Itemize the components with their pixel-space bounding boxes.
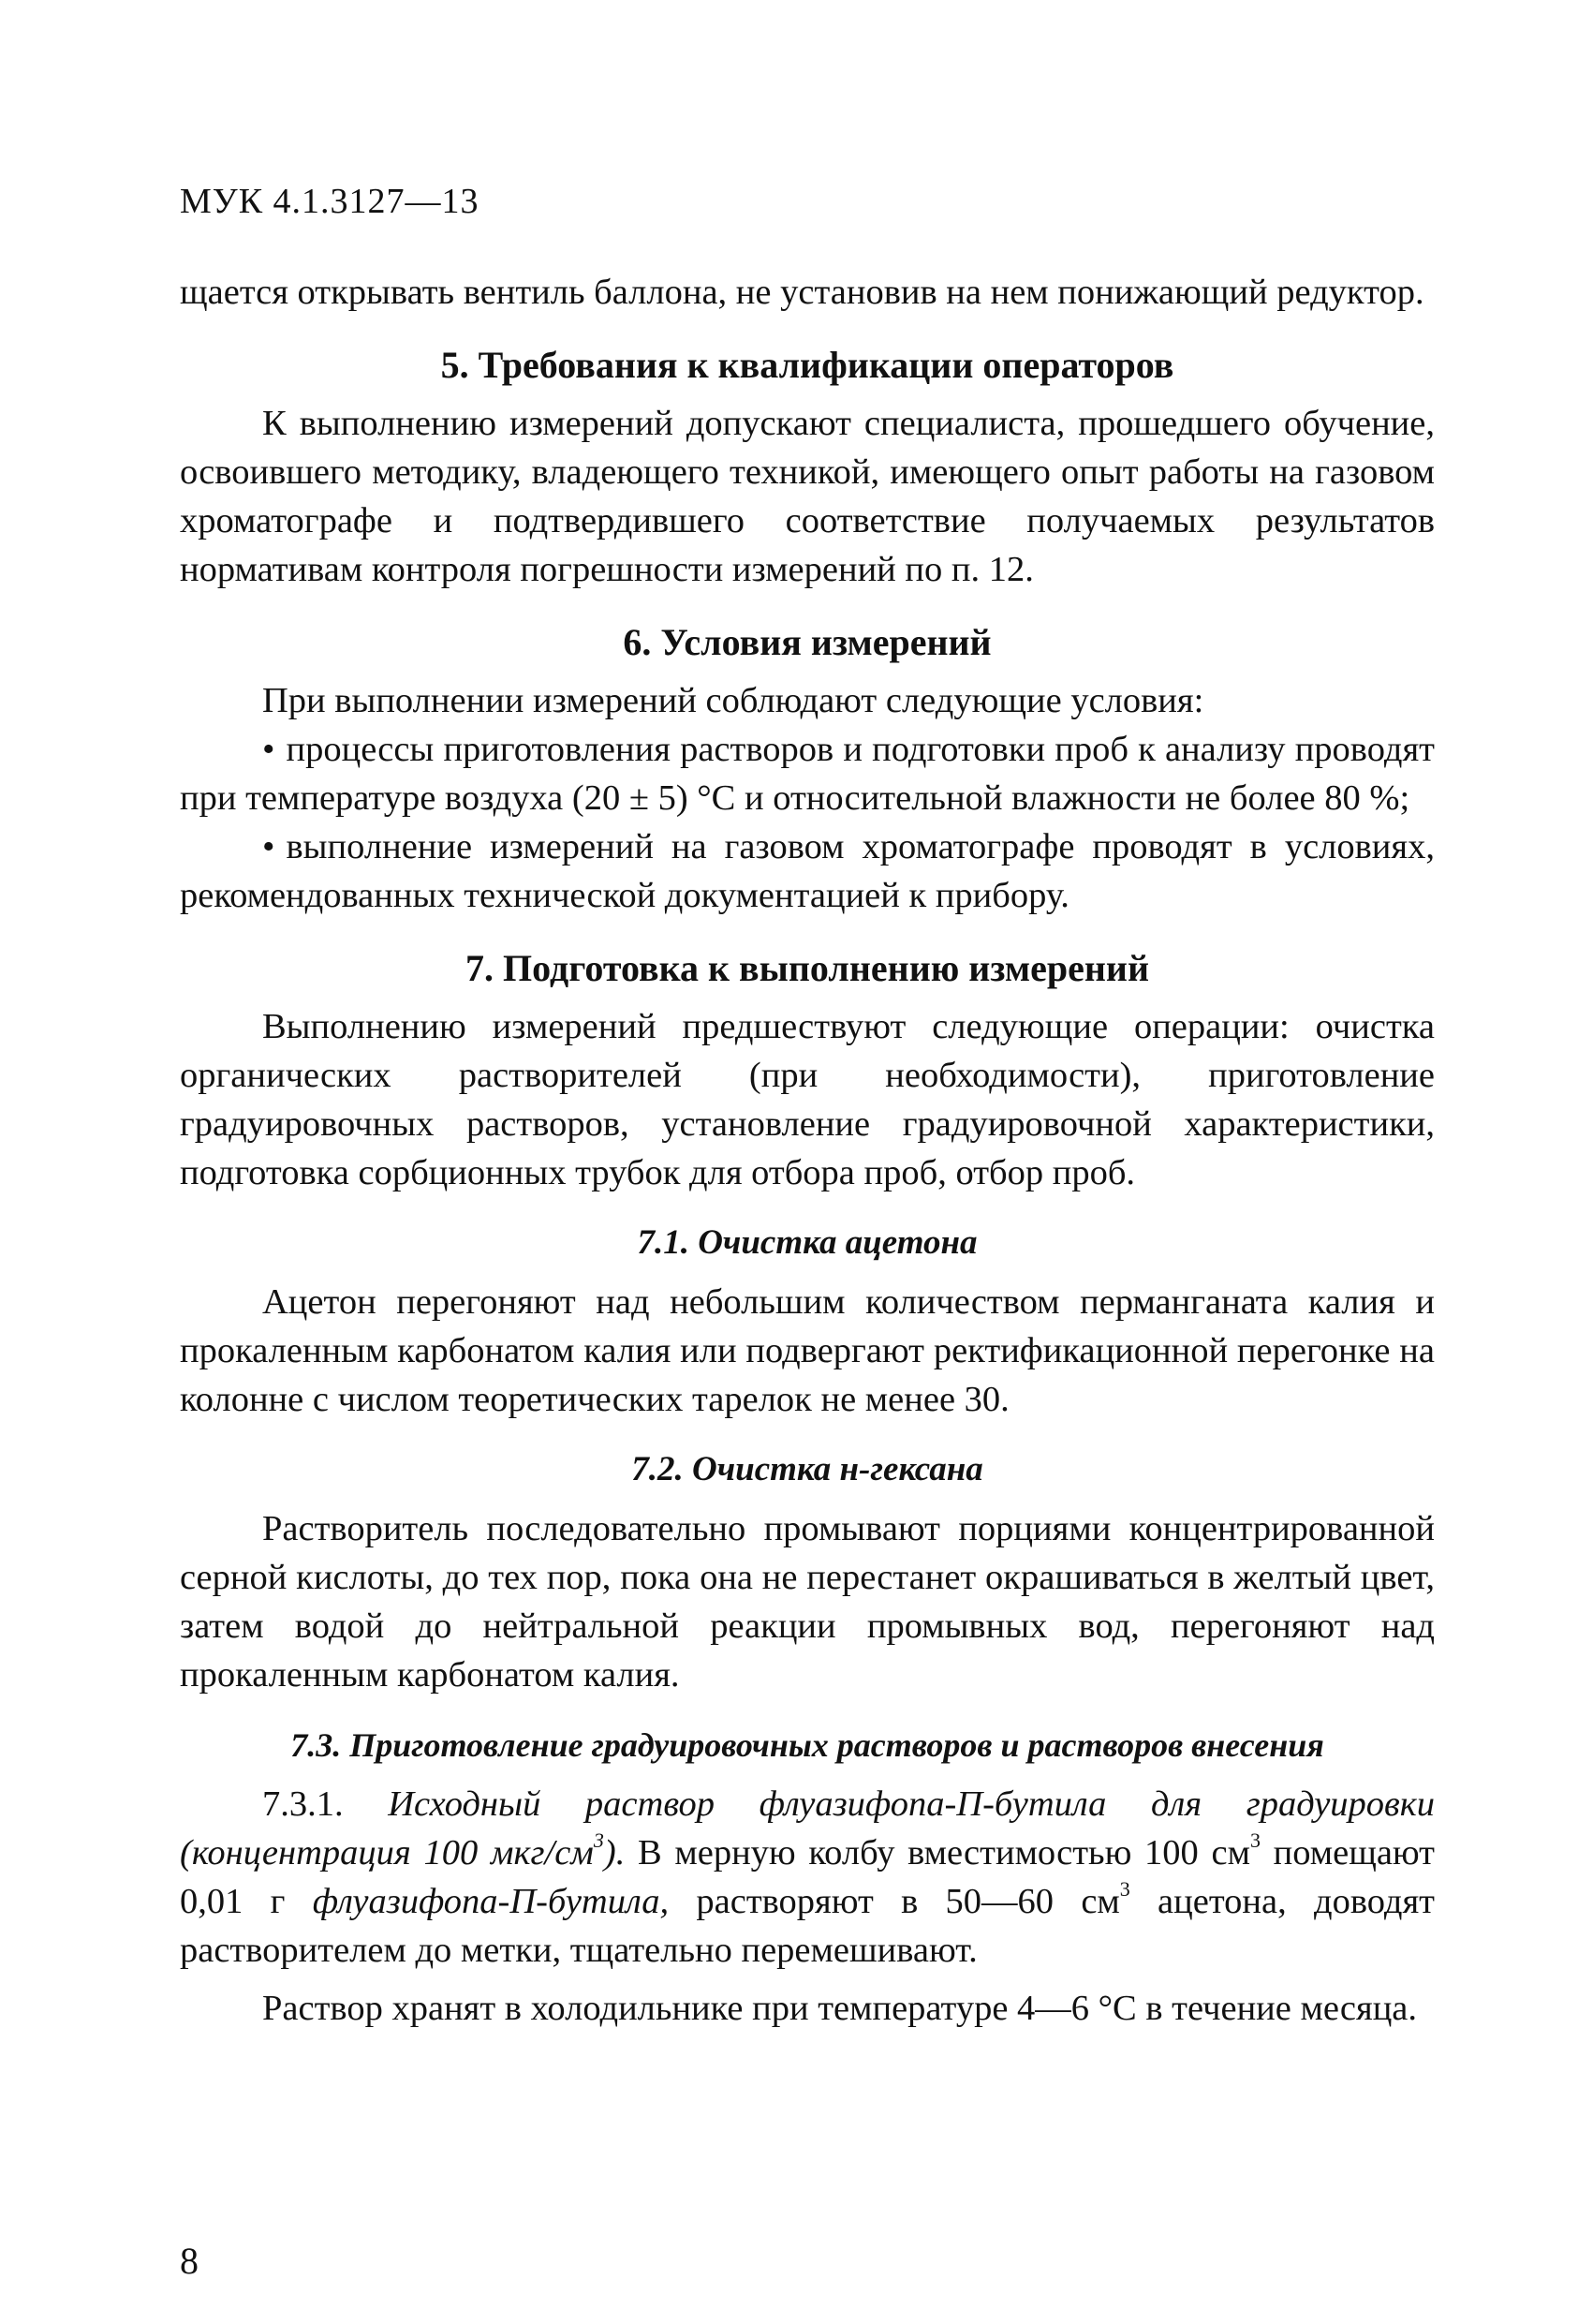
bullet-icon: • <box>262 827 275 866</box>
subsection-7-1-paragraph: Ацетон перегоняют над небольшим количеством перманганата калия и прокаленным карбонатом калия или подвергают ректификационной перегонке на колонне с числом теоретических тарелок не менее 30. <box>180 1282 1435 1419</box>
subsection-7-2-paragraph: Растворитель последовательно промывают порциями концентрированной серной кислоты, до тех пор, пока она не перестанет окрашиваться в желтый цвет, затем водой до нейтральной реакции промывных вод, перегоняют над прокаленным карбонатом калия. <box>180 1509 1435 1695</box>
item-italic-title: Исходный раствор флуазифопа-П-бутила для градуировки (концентрация 100 мкг/$см^3$). <box>180 1784 1435 1873</box>
page-content <box>180 268 1435 2033</box>
storage-paragraph: Раствор хранят в холодильнике при температуре 4—6 °С в течение месяца. <box>262 1989 1418 2028</box>
section-6-bullet-text: процессы приготовления растворов и подготовки проб к анализу проводят при температуре воздуха (20 ± 5) °С и относительной влажности не более 80 %; <box>180 730 1435 818</box>
section-7-heading: 7. Подготовка к выполнению измерений <box>465 947 1149 989</box>
superscript: 3 <box>1119 1877 1130 1902</box>
subsection-7-3-heading: 7.3. Приготовление градуировочных растворов и растворов внесения <box>290 1726 1324 1764</box>
page-number: 8 <box>180 2240 199 2282</box>
superscript: 3 <box>1249 1828 1261 1853</box>
section-5-heading: 5. Требования к квалификации операторов <box>440 344 1174 386</box>
item-text: помещают 0,01 г <box>180 1833 1436 1921</box>
subsection-7-3-1-paragraph <box>180 1780 1435 1975</box>
subsection-7-1-heading: 7.1. Очистка ацетона <box>637 1223 978 1262</box>
substance-name: флуазифопа-П-бутила, <box>312 1882 670 1921</box>
document-code-header: МУК 4.1.3127—13 <box>180 182 479 221</box>
section-5-paragraph: К выполнению измерений допускают специалиста, прошедшего обучение, освоившего методику, владеющего техникой, имеющего опыт работы на газовом хроматографе и подтвердившего соответствие получаемых результатов нормативам контроля погрешности измерений по п. 12. <box>180 404 1435 589</box>
section-6-bullet-item <box>180 822 1435 920</box>
section-6-lead-paragraph: При выполнении измерений соблюдают следующие условия: <box>262 681 1204 720</box>
section-6-bullet-item <box>180 725 1435 822</box>
item-text: ацетона, доводят растворителем до метки, тщательно перемешивают. <box>180 1882 1435 1970</box>
intro-continuation-paragraph: щается открывать вентиль баллона, не установив на нем понижающий редуктор. <box>180 273 1424 312</box>
item-number: 7.3.1. <box>262 1784 344 1824</box>
subsection-7-2-heading: 7.2. Очистка н-гексана <box>631 1450 983 1488</box>
section-6-heading: 6. Условия измерений <box>623 621 992 663</box>
bullet-icon: • <box>262 730 275 769</box>
section-7-paragraph: Выполнению измерений предшествуют следующие операции: очистка органических растворителей (при необходимости), приготовление градуировочных растворов, установление градуировочной характеристики, подготовка сорбционных трубок для отбора проб, отбор проб. <box>180 1007 1435 1192</box>
item-text: растворяют в 50—60 см <box>696 1882 1120 1921</box>
superscript: 3 <box>593 1828 604 1853</box>
section-6-bullet-text: выполнение измерений на газовом хроматографе проводят в условиях, рекомендованных технической документацией к прибору. <box>180 827 1435 915</box>
item-text: В мерную колбу вместимостью 100 см <box>638 1833 1250 1873</box>
